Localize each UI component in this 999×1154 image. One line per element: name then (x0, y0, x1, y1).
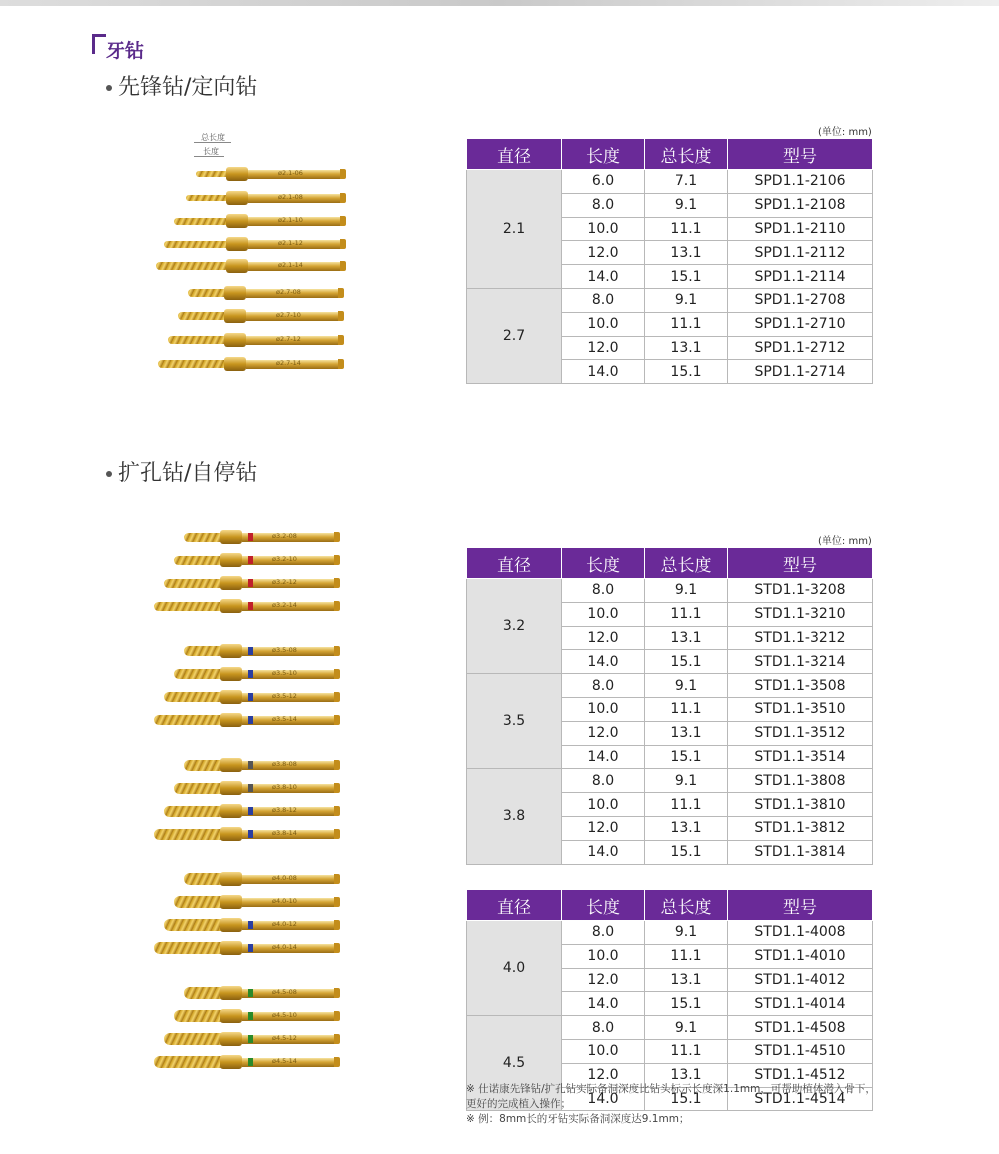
total-length-cell: 15.1 (645, 992, 728, 1016)
length-cell: 14.0 (562, 992, 645, 1016)
total-length-cell: 15.1 (645, 745, 728, 769)
color-band (248, 807, 253, 815)
drill-bit-icon (184, 987, 224, 999)
column-header: 总长度 (645, 890, 728, 921)
subsection-title-pilot (106, 70, 257, 101)
color-band (248, 1058, 253, 1066)
drill-label: ø3.5-10 (272, 669, 297, 677)
drill-label: ø4.5-10 (272, 1011, 297, 1019)
drill-collar (220, 986, 242, 1000)
model-cell: STD1.1-3208 (728, 579, 873, 603)
table-row (467, 170, 873, 194)
drill-collar (220, 644, 242, 658)
model-cell: SPD1.1-2710 (728, 312, 873, 336)
drill-collar (220, 713, 242, 727)
drill-collar (220, 827, 242, 841)
drill-tip (334, 1011, 340, 1021)
length-cell: 14.0 (562, 650, 645, 674)
drill-tip (334, 829, 340, 839)
table-row (467, 674, 873, 698)
drill-label: ø3.8-12 (272, 806, 297, 814)
length-cell: 12.0 (562, 968, 645, 992)
column-header: 长度 (562, 139, 645, 170)
drill-bit-icon (174, 669, 224, 679)
total-length-cell: 15.1 (645, 840, 728, 864)
drill-bit-icon (154, 715, 224, 725)
subsection-title-reamer-text: 扩孔钻/自停钻 (118, 461, 258, 486)
length-cell: 12.0 (562, 1063, 645, 1087)
model-cell: STD1.1-3508 (728, 674, 873, 698)
length-cell: 8.0 (562, 579, 645, 603)
color-band (248, 1012, 253, 1020)
length-cell: 12.0 (562, 241, 645, 265)
drill-label: ø4.0-14 (272, 943, 297, 951)
subsection-title-pilot-text: 先锋钻/定向钻 (118, 75, 258, 100)
length-cell: 8.0 (562, 1016, 645, 1040)
length-cell: 12.0 (562, 336, 645, 360)
drill-tip (334, 692, 340, 702)
color-band (248, 921, 253, 929)
drill-bit-icon (174, 1010, 224, 1022)
drill-bit-icon (154, 942, 224, 954)
drill-label: ø2.7-08 (276, 288, 301, 296)
color-band (248, 989, 253, 997)
total-length-cell: 9.1 (645, 769, 728, 793)
drill-tip (334, 1034, 340, 1044)
model-cell: SPD1.1-2110 (728, 217, 873, 241)
drill-label: ø4.0-08 (272, 874, 297, 882)
drill-tip (338, 359, 344, 369)
drill-label: ø3.2-14 (272, 601, 297, 609)
diameter-cell: 2.1 (467, 170, 562, 289)
length-cell: 10.0 (562, 1039, 645, 1063)
color-band (248, 944, 253, 952)
length-cell: 14.0 (562, 360, 645, 384)
drill-collar (226, 191, 248, 205)
color-band (248, 784, 253, 792)
drill-bit-icon (186, 195, 230, 201)
model-cell: STD1.1-4508 (728, 1016, 873, 1040)
drill-tip (334, 555, 340, 565)
model-cell: STD1.1-3212 (728, 626, 873, 650)
drill-tip (334, 646, 340, 656)
drill-tip (334, 806, 340, 816)
drill-bit-icon (154, 829, 224, 840)
total-length-cell: 13.1 (645, 336, 728, 360)
drill-collar (220, 872, 242, 886)
total-length-cell: 9.1 (645, 288, 728, 312)
total-length-cell: 15.1 (645, 265, 728, 289)
drill-bit-icon (174, 218, 230, 225)
drill-label: ø2.1-08 (278, 193, 303, 201)
total-length-cell: 11.1 (645, 1039, 728, 1063)
drill-bit-icon (156, 262, 230, 270)
drill-collar (220, 576, 242, 590)
drill-bit-icon (174, 783, 224, 794)
diameter-cell: 2.7 (467, 288, 562, 383)
table-row (467, 579, 873, 603)
spec-table-pilot (466, 138, 873, 384)
color-band (248, 693, 253, 701)
drill-bit-icon (164, 1033, 224, 1045)
drill-bit-icon (184, 760, 224, 771)
drill-bit-icon (164, 241, 230, 248)
footnote-1: ※ 仕诺康先锋钻/扩孔钻实际备洞深度比钻头标示长度深1.1mm，可帮助植体潜入骨下，更好的完成植入操作； (466, 1083, 876, 1110)
model-cell: STD1.1-4012 (728, 968, 873, 992)
model-cell: STD1.1-3514 (728, 745, 873, 769)
drill-label: ø3.2-08 (272, 532, 297, 540)
drill-collar (226, 167, 248, 181)
drill-tip (340, 261, 346, 271)
drill-tip (334, 874, 340, 884)
footnotes (466, 1082, 886, 1127)
drill-tip (338, 288, 344, 298)
drill-bit-icon (188, 289, 228, 297)
drill-collar (220, 1055, 242, 1069)
drill-collar (226, 237, 248, 251)
drill-label: ø3.5-12 (272, 692, 297, 700)
drill-tip (334, 943, 340, 953)
diameter-cell: 3.2 (467, 579, 562, 674)
table-header-row (467, 548, 873, 579)
bullet-dot (106, 471, 112, 477)
model-cell: STD1.1-3214 (728, 650, 873, 674)
length-cell: 8.0 (562, 288, 645, 312)
total-length-cell: 15.1 (645, 650, 728, 674)
section-title: 牙钻 (106, 40, 145, 62)
drill-bit-icon (174, 556, 224, 565)
diameter-cell: 4.0 (467, 921, 562, 1016)
length-cell: 8.0 (562, 193, 645, 217)
drill-label: ø3.5-08 (272, 646, 297, 654)
model-cell: STD1.1-4512 (728, 1063, 873, 1087)
top-decorative-bar (0, 0, 999, 6)
length-cell: 14.0 (562, 1087, 645, 1111)
length-label: 长度 (203, 147, 219, 156)
drill-collar (220, 918, 242, 932)
total-length-cell: 15.1 (645, 360, 728, 384)
column-header: 直径 (467, 139, 562, 170)
length-cell: 12.0 (562, 721, 645, 745)
drill-collar (226, 214, 248, 228)
drill-bit-icon (168, 336, 228, 344)
column-header: 直径 (467, 548, 562, 579)
total-length-cell: 9.1 (645, 579, 728, 603)
drill-collar (224, 286, 246, 300)
drill-label: ø2.7-10 (276, 311, 301, 319)
drill-collar (224, 357, 246, 371)
drill-bit-icon (184, 646, 224, 656)
total-length-cell: 13.1 (645, 721, 728, 745)
color-band (248, 1035, 253, 1043)
spec-table-reamer (466, 547, 873, 865)
table-row (467, 769, 873, 793)
total-length-cell: 9.1 (645, 193, 728, 217)
unit-label-2: (单位: mm) (818, 536, 872, 547)
total-length-label: 总长度 (201, 133, 225, 142)
drill-collar (226, 259, 248, 273)
total-length-cell: 11.1 (645, 217, 728, 241)
drill-bit-icon (164, 692, 224, 702)
drill-collar (220, 667, 242, 681)
drill-tip (334, 897, 340, 907)
model-cell: STD1.1-4510 (728, 1039, 873, 1063)
drill-collar (220, 941, 242, 955)
spec-table-reamer-large (466, 889, 873, 1111)
length-cell: 10.0 (562, 697, 645, 721)
column-header: 型号 (728, 139, 873, 170)
length-cell: 12.0 (562, 816, 645, 840)
drill-bit-icon (196, 171, 230, 177)
total-length-cell: 13.1 (645, 968, 728, 992)
drill-label: ø3.2-10 (272, 555, 297, 563)
model-cell: SPD1.1-2714 (728, 360, 873, 384)
total-length-cell: 11.1 (645, 793, 728, 817)
total-length-line (194, 142, 231, 143)
color-band (248, 670, 253, 678)
length-cell: 6.0 (562, 170, 645, 194)
model-cell: STD1.1-4010 (728, 944, 873, 968)
total-length-cell: 11.1 (645, 602, 728, 626)
model-cell: SPD1.1-2114 (728, 265, 873, 289)
total-length-cell: 15.1 (645, 1087, 728, 1111)
drill-bit-icon (154, 602, 224, 611)
table-row (467, 288, 873, 312)
drill-label: ø2.1-12 (278, 239, 303, 247)
color-band (248, 556, 253, 564)
total-length-cell: 13.1 (645, 241, 728, 265)
column-header: 总长度 (645, 139, 728, 170)
drill-label: ø3.5-14 (272, 715, 297, 723)
column-header: 总长度 (645, 548, 728, 579)
drill-label: ø2.1-14 (278, 261, 303, 269)
drill-tip (334, 920, 340, 930)
length-line (194, 156, 224, 157)
length-cell: 12.0 (562, 626, 645, 650)
drill-collar (224, 309, 246, 323)
drill-label: ø4.0-12 (272, 920, 297, 928)
model-cell: SPD1.1-2712 (728, 336, 873, 360)
total-length-cell: 9.1 (645, 674, 728, 698)
drill-tip (334, 715, 340, 725)
model-cell: SPD1.1-2708 (728, 288, 873, 312)
drill-label: ø2.1-10 (278, 216, 303, 224)
color-band (248, 830, 253, 838)
color-band (248, 533, 253, 541)
column-header: 型号 (728, 548, 873, 579)
total-length-cell: 13.1 (645, 626, 728, 650)
model-cell: STD1.1-3808 (728, 769, 873, 793)
total-length-cell: 13.1 (645, 816, 728, 840)
drill-bit-icon (174, 896, 224, 908)
length-cell: 8.0 (562, 921, 645, 945)
drill-label: ø3.2-12 (272, 578, 297, 586)
length-cell: 8.0 (562, 769, 645, 793)
length-cell: 10.0 (562, 944, 645, 968)
model-cell: SPD1.1-2108 (728, 193, 873, 217)
drill-tip (340, 169, 346, 179)
length-cell: 14.0 (562, 840, 645, 864)
drill-tip (334, 578, 340, 588)
model-cell: STD1.1-3510 (728, 697, 873, 721)
drill-collar (220, 690, 242, 704)
table-header-row (467, 890, 873, 921)
diameter-cell: 3.8 (467, 769, 562, 864)
drill-tip (338, 311, 344, 321)
model-cell: STD1.1-3814 (728, 840, 873, 864)
length-cell: 14.0 (562, 745, 645, 769)
model-cell: STD1.1-3812 (728, 816, 873, 840)
drill-label: ø2.7-12 (276, 335, 301, 343)
drill-collar (220, 804, 242, 818)
total-length-cell: 11.1 (645, 944, 728, 968)
drill-collar (220, 1009, 242, 1023)
drill-collar (220, 1032, 242, 1046)
drill-bit-icon (164, 806, 224, 817)
length-cell: 10.0 (562, 602, 645, 626)
drill-collar (224, 333, 246, 347)
model-cell: STD1.1-3810 (728, 793, 873, 817)
drill-bit-icon (184, 533, 224, 542)
total-length-cell: 11.1 (645, 312, 728, 336)
drill-tip (340, 239, 346, 249)
table-header-row (467, 139, 873, 170)
column-header: 型号 (728, 890, 873, 921)
model-cell: SPD1.1-2112 (728, 241, 873, 265)
drill-bit-icon (178, 312, 228, 320)
length-cell: 10.0 (562, 217, 645, 241)
drill-tip (334, 783, 340, 793)
drill-tip (334, 601, 340, 611)
unit-label-1: (单位: mm) (818, 127, 872, 138)
drill-bit-icon (154, 1056, 224, 1068)
diameter-cell: 3.5 (467, 674, 562, 769)
table-row (467, 921, 873, 945)
drill-label: ø4.5-14 (272, 1057, 297, 1065)
drill-tip (334, 760, 340, 770)
model-cell: STD1.1-4008 (728, 921, 873, 945)
color-band (248, 579, 253, 587)
drill-bit-icon (164, 919, 224, 931)
color-band (248, 602, 253, 610)
footnote-2: ※ 例：8mm长的牙钻实际备洞深度达9.1mm； (466, 1113, 690, 1125)
model-cell: STD1.1-3512 (728, 721, 873, 745)
column-header: 长度 (562, 548, 645, 579)
model-cell: SPD1.1-2106 (728, 170, 873, 194)
drill-collar (220, 530, 242, 544)
drill-tip (334, 669, 340, 679)
total-length-cell: 11.1 (645, 697, 728, 721)
drill-collar (220, 895, 242, 909)
color-band (248, 761, 253, 769)
total-length-cell: 9.1 (645, 1016, 728, 1040)
column-header: 直径 (467, 890, 562, 921)
drill-label: ø4.0-10 (272, 897, 297, 905)
drill-bit-icon (184, 873, 224, 885)
drill-label: ø3.8-08 (272, 760, 297, 768)
drill-label: ø4.5-12 (272, 1034, 297, 1042)
model-cell: STD1.1-3210 (728, 602, 873, 626)
drill-collar (220, 553, 242, 567)
drill-label: ø2.1-06 (278, 169, 303, 177)
total-length-cell: 9.1 (645, 921, 728, 945)
model-cell: STD1.1-4014 (728, 992, 873, 1016)
drill-collar (220, 599, 242, 613)
length-cell: 10.0 (562, 793, 645, 817)
total-length-cell: 7.1 (645, 170, 728, 194)
drill-label: ø4.5-08 (272, 988, 297, 996)
bullet-dot (106, 85, 112, 91)
column-header: 长度 (562, 890, 645, 921)
drill-label: ø3.8-10 (272, 783, 297, 791)
total-length-cell: 13.1 (645, 1063, 728, 1087)
drill-collar (220, 758, 242, 772)
drill-tip (338, 335, 344, 345)
length-cell: 10.0 (562, 312, 645, 336)
subsection-title-reamer (106, 456, 257, 487)
drill-bit-icon (164, 579, 224, 588)
length-cell: 14.0 (562, 265, 645, 289)
color-band (248, 647, 253, 655)
diameter-cell: 4.5 (467, 1016, 562, 1111)
section-corner-mark (92, 34, 106, 54)
length-cell: 8.0 (562, 674, 645, 698)
drill-tip (334, 988, 340, 998)
model-cell: STD1.1-4514 (728, 1087, 873, 1111)
drill-bit-icon (158, 360, 228, 368)
color-band (248, 716, 253, 724)
drill-tip (340, 193, 346, 203)
table-row (467, 1016, 873, 1040)
drill-tip (334, 532, 340, 542)
drill-tip (334, 1057, 340, 1067)
drill-tip (340, 216, 346, 226)
drill-collar (220, 781, 242, 795)
drill-label: ø2.7-14 (276, 359, 301, 367)
drill-label: ø3.8-14 (272, 829, 297, 837)
